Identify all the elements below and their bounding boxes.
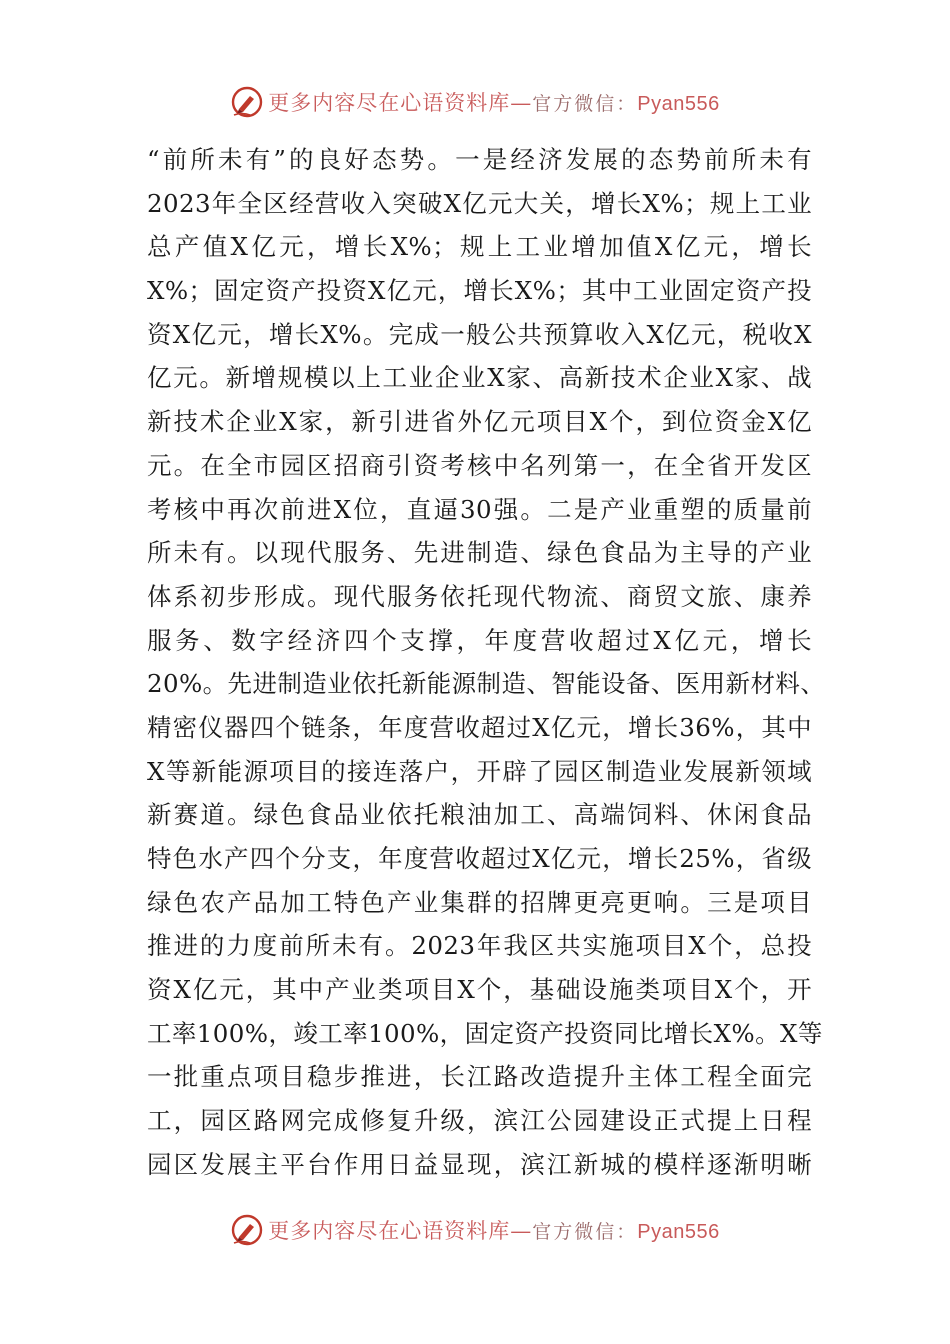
body-line: 一批重点项目稳步推进，长江路改造提升主体工程全面完	[147, 1062, 812, 1092]
body-line: 元。在全市园区招商引资考核中名列第一，在全省开发区	[147, 450, 812, 480]
body-line: 资X亿元，增长X%。完成一般公共预算收入X亿元，税收X	[147, 319, 812, 349]
body-line: 体系初步形成。现代服务依托现代物流、商贸文旅、康养	[147, 581, 812, 611]
footer-banner	[0, 1208, 950, 1252]
body-line: X等新能源项目的接连落户，开辟了园区制造业发展新领域	[147, 756, 812, 786]
body-line: 总产值X亿元，增长X%；规上工业增加值X亿元，增长	[147, 232, 812, 262]
body-line: 绿色农产品加工特色产业集群的招牌更亮更响。三是项目	[147, 887, 812, 917]
document-body	[147, 138, 826, 1187]
body-line: 亿元。新增规模以上工业企业X家、高新技术企业X家、战	[147, 363, 812, 393]
header-text	[268, 87, 719, 117]
body-line: 服务、数字经济四个支撑，年度营收超过X亿元，增长	[147, 625, 812, 655]
footer-wechat-id: Pyan556	[637, 1221, 720, 1243]
header-wechat-id: Pyan556	[637, 93, 720, 115]
header-banner	[0, 80, 950, 124]
body-line: 精密仪器四个链条，年度营收超过X亿元，增长36%，其中	[147, 712, 812, 742]
body-line: 推进的力度前所未有。2023年我区共实施项目X个，总投	[147, 931, 812, 961]
body-line: 20%。先进制造业依托新能源制造、智能设备、医用新材料、	[147, 669, 826, 699]
body-line: 工，园区路网完成修复升级，滨江公园建设正式提上日程	[147, 1106, 812, 1136]
pen-circle-logo-icon	[230, 1213, 264, 1247]
body-line: X%；固定资产投资X亿元，增长X%；其中工业固定资产投	[147, 276, 812, 306]
body-line: 工率100%，竣工率100%，固定资产投资同比增长X%。X等	[147, 1018, 823, 1048]
body-line: 所未有。以现代服务、先进制造、绿色食品为主导的产业	[147, 538, 812, 568]
pen-circle-logo-icon	[230, 85, 264, 119]
body-line: 新技术企业X家，新引进省外亿元项目X个，到位资金X亿	[147, 407, 812, 437]
footer-main-text: 更多内容尽在心语资料库—	[268, 1219, 533, 1243]
body-line: 资X亿元，其中产业类项目X个，基础设施类项目X个，开	[147, 975, 812, 1005]
footer-text	[268, 1215, 719, 1245]
body-line: 2023年全区经营收入突破X亿元大关，增长X%；规上工业	[147, 188, 812, 218]
header-main-text: 更多内容尽在心语资料库—	[268, 91, 533, 115]
body-line: 特色水产四个分支，年度营收超过X亿元，增长25%，省级	[147, 844, 812, 873]
body-line: 新赛道。绿色食品业依托粮油加工、高端饲料、休闲食品	[147, 800, 812, 830]
body-line: “前所未有”的良好态势。一是经济发展的态势前所未有	[147, 145, 812, 174]
footer-wechat-label: 官方微信：	[532, 1221, 638, 1243]
body-line: 考核中再次前进X位，直逼30强。二是产业重塑的质量前	[147, 494, 812, 524]
body-line: 园区发展主平台作用日益显现，滨江新城的模样逐渐明晰	[147, 1149, 812, 1179]
header-wechat-label: 官方微信：	[532, 93, 638, 115]
